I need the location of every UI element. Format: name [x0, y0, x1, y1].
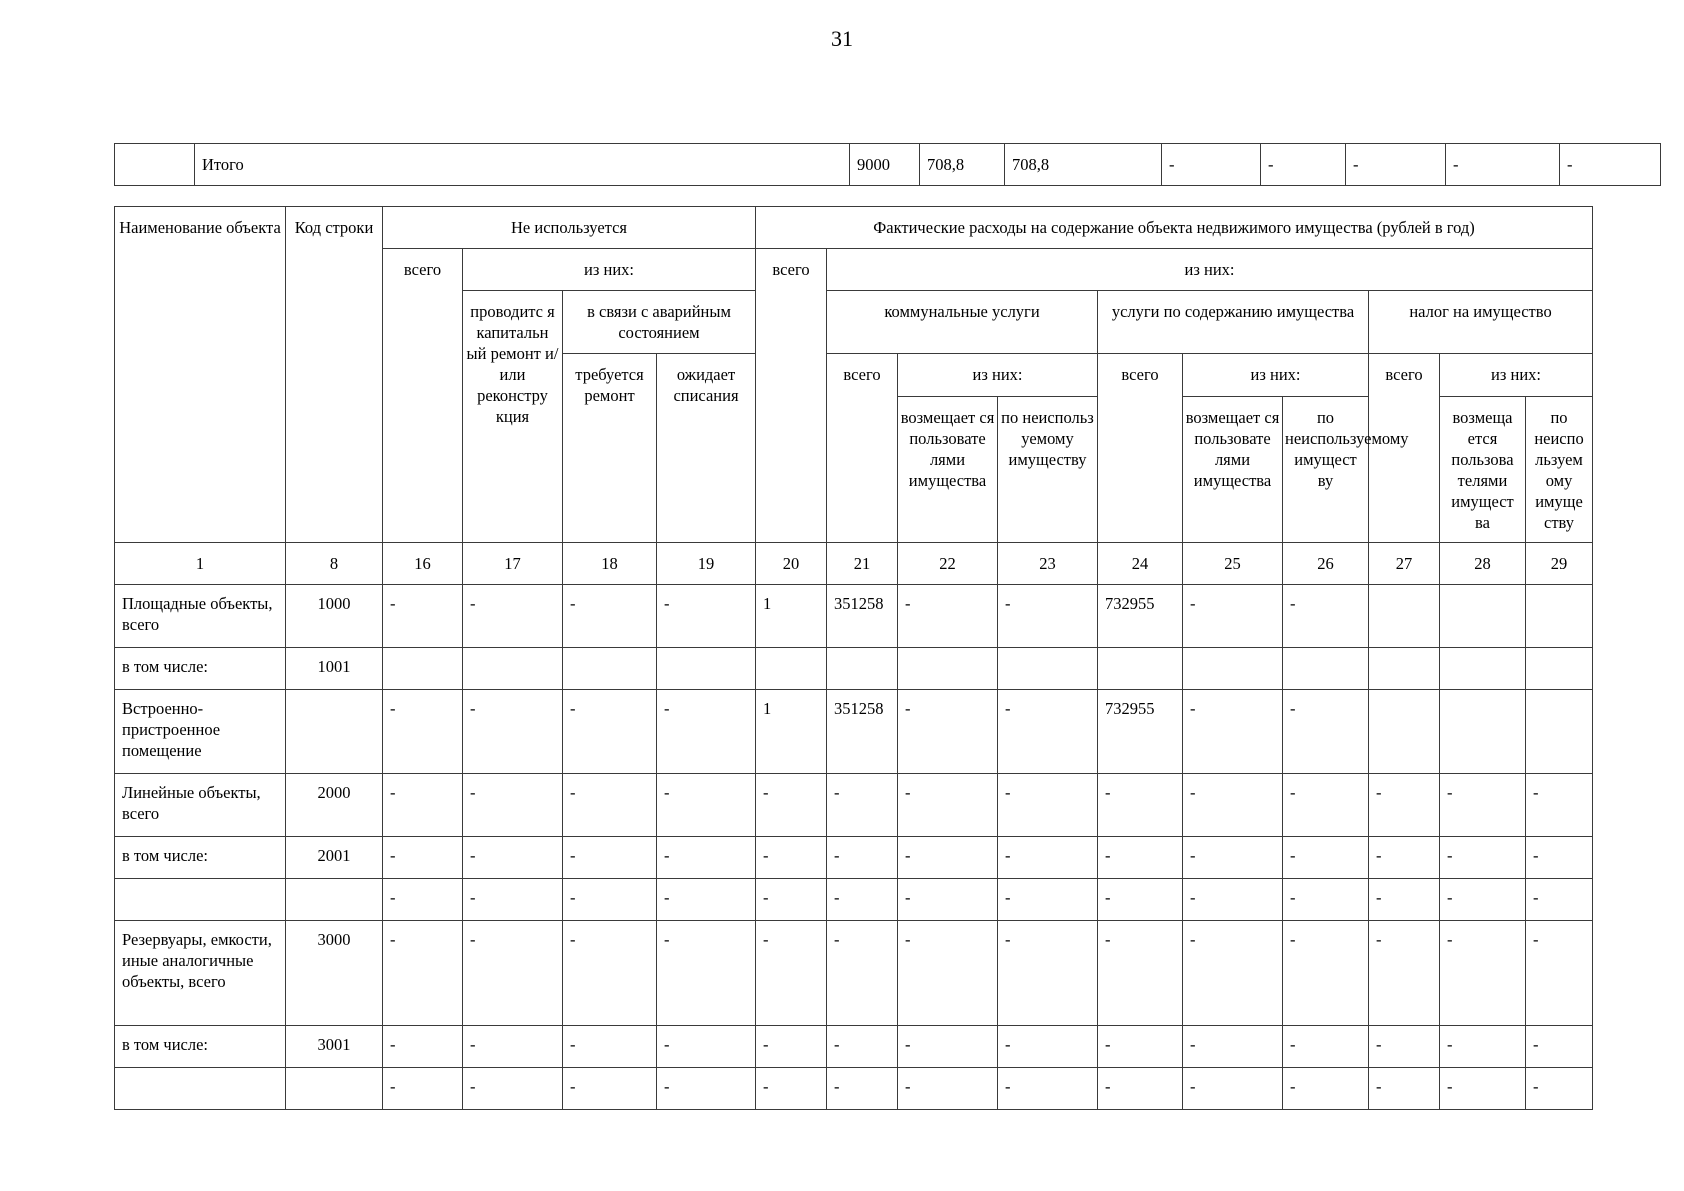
column-number: 25 [1183, 543, 1283, 585]
column-number: 29 [1526, 543, 1593, 585]
column-number: 17 [463, 543, 563, 585]
header-not-used: Не используется [383, 207, 756, 249]
header-maint-unused: по неиспользуемому имущест ву [1283, 397, 1369, 543]
table-cell: - [756, 837, 827, 879]
table-cell: - [827, 837, 898, 879]
table-cell [1440, 648, 1526, 690]
table-cell: - [756, 1026, 827, 1068]
table-row [115, 879, 1593, 921]
table-cell: - [1526, 879, 1593, 921]
row-code [286, 879, 383, 921]
table-cell: - [563, 1068, 657, 1110]
table-cell: - [998, 774, 1098, 837]
object-name: Встроенно-пристроенное помещение [115, 690, 286, 774]
table-cell: - [563, 1026, 657, 1068]
table-cell: - [1526, 1026, 1593, 1068]
table-cell: - [563, 690, 657, 774]
header-maint-reimbursed: возмещает ся пользовате лями имущества [1183, 397, 1283, 543]
total-cell: - [1162, 144, 1261, 186]
table-cell: - [383, 585, 463, 648]
column-number: 26 [1283, 543, 1369, 585]
table-cell: - [463, 690, 563, 774]
table-cell: - [1440, 1068, 1526, 1110]
table-cell: - [383, 921, 463, 1026]
table-cell: - [657, 774, 756, 837]
header-util-unused: по неиспольз уемому имуществу [998, 397, 1098, 543]
table-cell: - [1283, 879, 1369, 921]
table-cell: - [998, 585, 1098, 648]
table-cell: - [1283, 1068, 1369, 1110]
header-expenses-of-which: из них: [827, 249, 1593, 291]
column-number: 18 [563, 543, 657, 585]
table-cell: - [563, 921, 657, 1026]
table-cell: - [998, 1068, 1098, 1110]
table-cell: - [1526, 774, 1593, 837]
table-cell: - [998, 690, 1098, 774]
table-cell: - [998, 921, 1098, 1026]
table-row [115, 921, 1593, 1026]
table-row [115, 774, 1593, 837]
table-cell: - [1098, 879, 1183, 921]
table-cell: - [1183, 690, 1283, 774]
table-cell: - [463, 1068, 563, 1110]
table-cell: 351258 [827, 690, 898, 774]
header-tax-of-which: из них: [1440, 354, 1593, 397]
table-cell: - [1440, 837, 1526, 879]
total-cell: - [1560, 144, 1661, 186]
row-code: 3001 [286, 1026, 383, 1068]
table-cell: - [1440, 879, 1526, 921]
table-cell: 1 [756, 690, 827, 774]
table-cell: - [1098, 1026, 1183, 1068]
header-expenses-total: всего [756, 249, 827, 543]
table-cell: - [463, 837, 563, 879]
column-number: 27 [1369, 543, 1440, 585]
table-cell: - [383, 879, 463, 921]
table-cell: - [1369, 921, 1440, 1026]
table-cell: - [898, 585, 998, 648]
object-name: в том числе: [115, 837, 286, 879]
table-cell [563, 648, 657, 690]
table-cell [1098, 648, 1183, 690]
object-name [115, 879, 286, 921]
table-cell: 351258 [827, 585, 898, 648]
total-value: 708,8 [1005, 144, 1162, 186]
table-cell: - [1283, 921, 1369, 1026]
header-not-used-of-which: из них: [463, 249, 756, 291]
table-cell [1369, 690, 1440, 774]
row-code: 3000 [286, 921, 383, 1026]
table-cell: - [657, 690, 756, 774]
table-row [115, 1026, 1593, 1068]
table-cell: - [827, 1068, 898, 1110]
column-number: 23 [998, 543, 1098, 585]
column-number: 28 [1440, 543, 1526, 585]
table-row [115, 648, 1593, 690]
table-cell: - [463, 774, 563, 837]
table-cell [827, 648, 898, 690]
table-cell [1369, 648, 1440, 690]
row-code [286, 690, 383, 774]
table-cell [1440, 585, 1526, 648]
object-name: в том числе: [115, 648, 286, 690]
table-cell: - [1526, 837, 1593, 879]
header-tax-total: всего [1369, 354, 1440, 543]
table-cell: 732955 [1098, 585, 1183, 648]
header-utilities-total: всего [827, 354, 898, 543]
table-cell: - [756, 879, 827, 921]
table-cell: - [657, 1068, 756, 1110]
column-number: 19 [657, 543, 756, 585]
header-tax-reimbursed: возмеща ется пользова телями имущест ва [1440, 397, 1526, 543]
row-code: 1000 [286, 585, 383, 648]
total-row [115, 144, 1661, 186]
table-cell [657, 648, 756, 690]
table-cell: - [1183, 585, 1283, 648]
table-cell: - [1369, 774, 1440, 837]
row-code: 2001 [286, 837, 383, 879]
page-number: 31 [831, 26, 853, 51]
row-code: 2000 [286, 774, 383, 837]
header-not-used-total: всего [383, 249, 463, 543]
table-cell: - [827, 879, 898, 921]
table-cell: - [898, 1026, 998, 1068]
table-cell: - [1183, 921, 1283, 1026]
object-name: Резервуары, емкости, иные аналогичные объекты, всего [115, 921, 286, 1026]
table-cell: - [998, 879, 1098, 921]
table-cell: - [998, 837, 1098, 879]
table-cell: - [898, 774, 998, 837]
table-cell: - [756, 774, 827, 837]
header-maintenance-total: всего [1098, 354, 1183, 543]
total-code: 9000 [850, 144, 920, 186]
table-cell [998, 648, 1098, 690]
table-cell: - [383, 837, 463, 879]
table-cell: - [898, 837, 998, 879]
table-cell: - [383, 1068, 463, 1110]
object-name [115, 1068, 286, 1110]
table-cell [1526, 585, 1593, 648]
table-cell: - [657, 837, 756, 879]
table-cell: 732955 [1098, 690, 1183, 774]
table-cell: - [1098, 837, 1183, 879]
object-name: в том числе: [115, 1026, 286, 1068]
table-cell: - [1440, 774, 1526, 837]
table-cell: - [1440, 921, 1526, 1026]
table-cell [756, 648, 827, 690]
header-name: Наименование объекта [115, 207, 286, 543]
table-cell: - [1098, 921, 1183, 1026]
table-row [115, 585, 1593, 648]
table-cell: - [463, 1026, 563, 1068]
column-number: 1 [115, 543, 286, 585]
table-cell: - [1183, 879, 1283, 921]
table-cell: - [1283, 690, 1369, 774]
table-cell [383, 648, 463, 690]
table-row [115, 837, 1593, 879]
table-cell [1526, 648, 1593, 690]
table-cell [1440, 690, 1526, 774]
table-cell: - [383, 774, 463, 837]
table-cell: - [827, 921, 898, 1026]
total-cell: - [1446, 144, 1560, 186]
object-name: Площадные объекты, всего [115, 585, 286, 648]
table-cell: - [1098, 774, 1183, 837]
total-cell: - [1261, 144, 1346, 186]
table-cell: - [827, 1026, 898, 1068]
table-cell: - [383, 690, 463, 774]
table-cell: - [657, 879, 756, 921]
column-number: 20 [756, 543, 827, 585]
table-cell: - [898, 879, 998, 921]
header-tax-unused: по неиспо льзуем ому имуще ству [1526, 397, 1593, 543]
table-cell: - [383, 1026, 463, 1068]
table-cell: - [463, 921, 563, 1026]
table-cell: - [1183, 1068, 1283, 1110]
table-cell: - [1440, 1026, 1526, 1068]
table-row [115, 690, 1593, 774]
table-cell: - [1369, 1026, 1440, 1068]
table-body [115, 585, 1593, 1110]
table-cell: - [463, 585, 563, 648]
header-needs-repair: требуется ремонт [563, 354, 657, 543]
table-cell: - [898, 690, 998, 774]
table-cell: - [1369, 837, 1440, 879]
table-cell: - [1183, 837, 1283, 879]
table-cell: - [657, 1026, 756, 1068]
table-cell: - [1526, 1068, 1593, 1110]
total-cell [115, 144, 195, 186]
header-property-tax: налог на имущество [1369, 291, 1593, 354]
table-cell: 1 [756, 585, 827, 648]
table-cell: - [657, 585, 756, 648]
table-cell [1283, 648, 1369, 690]
column-numbers [115, 543, 1593, 585]
total-table [114, 143, 1661, 186]
table-cell [1526, 690, 1593, 774]
table-cell: - [657, 921, 756, 1026]
object-name: Линейные объекты, всего [115, 774, 286, 837]
table-cell: - [1283, 1026, 1369, 1068]
table-cell: - [1183, 1026, 1283, 1068]
table-cell [1369, 585, 1440, 648]
column-number: 22 [898, 543, 998, 585]
table-cell: - [827, 774, 898, 837]
header-emergency: в связи с аварийным состоянием [563, 291, 756, 354]
table-cell: - [756, 921, 827, 1026]
header-code: Код строки [286, 207, 383, 543]
header-major-repair: проводитс я капитальн ый ремонт и/или реконстру кция [463, 291, 563, 543]
table-cell: - [1098, 1068, 1183, 1110]
header-utilities-of-which: из них: [898, 354, 1098, 397]
total-cell: - [1346, 144, 1446, 186]
table-cell: - [563, 774, 657, 837]
column-number: 8 [286, 543, 383, 585]
header-actual-expenses: Фактические расходы на содержание объекта недвижимого имущества (рублей в год) [756, 207, 1593, 249]
row-code: 1001 [286, 648, 383, 690]
table-cell [898, 648, 998, 690]
header-util-reimbursed: возмещает ся пользовате лями имущества [898, 397, 998, 543]
table-cell [463, 648, 563, 690]
table-cell: - [1283, 774, 1369, 837]
table-cell: - [563, 837, 657, 879]
column-number: 24 [1098, 543, 1183, 585]
table-cell: - [756, 1068, 827, 1110]
row-code [286, 1068, 383, 1110]
header-maintenance-services: услуги по содержанию имущества [1098, 291, 1369, 354]
table-cell: - [1283, 585, 1369, 648]
header-maintenance-of-which: из них: [1183, 354, 1369, 397]
total-value: 708,8 [920, 144, 1005, 186]
table-header [115, 207, 1593, 543]
table-cell: - [1526, 921, 1593, 1026]
column-number: 16 [383, 543, 463, 585]
column-numbers-row [115, 543, 1593, 585]
table-row [115, 1068, 1593, 1110]
table-cell: - [998, 1026, 1098, 1068]
table-cell: - [1183, 774, 1283, 837]
column-number: 21 [827, 543, 898, 585]
main-table [114, 206, 1593, 1110]
table-cell: - [563, 879, 657, 921]
total-label: Итого [195, 144, 850, 186]
header-utilities: коммунальные услуги [827, 291, 1098, 354]
table-cell: - [463, 879, 563, 921]
table-cell: - [1369, 1068, 1440, 1110]
table-cell: - [898, 1068, 998, 1110]
table-cell: - [898, 921, 998, 1026]
table-cell [1183, 648, 1283, 690]
header-awaits-writeoff: ожидает списания [657, 354, 756, 543]
table-cell: - [1369, 879, 1440, 921]
table-cell: - [563, 585, 657, 648]
table-cell: - [1283, 837, 1369, 879]
